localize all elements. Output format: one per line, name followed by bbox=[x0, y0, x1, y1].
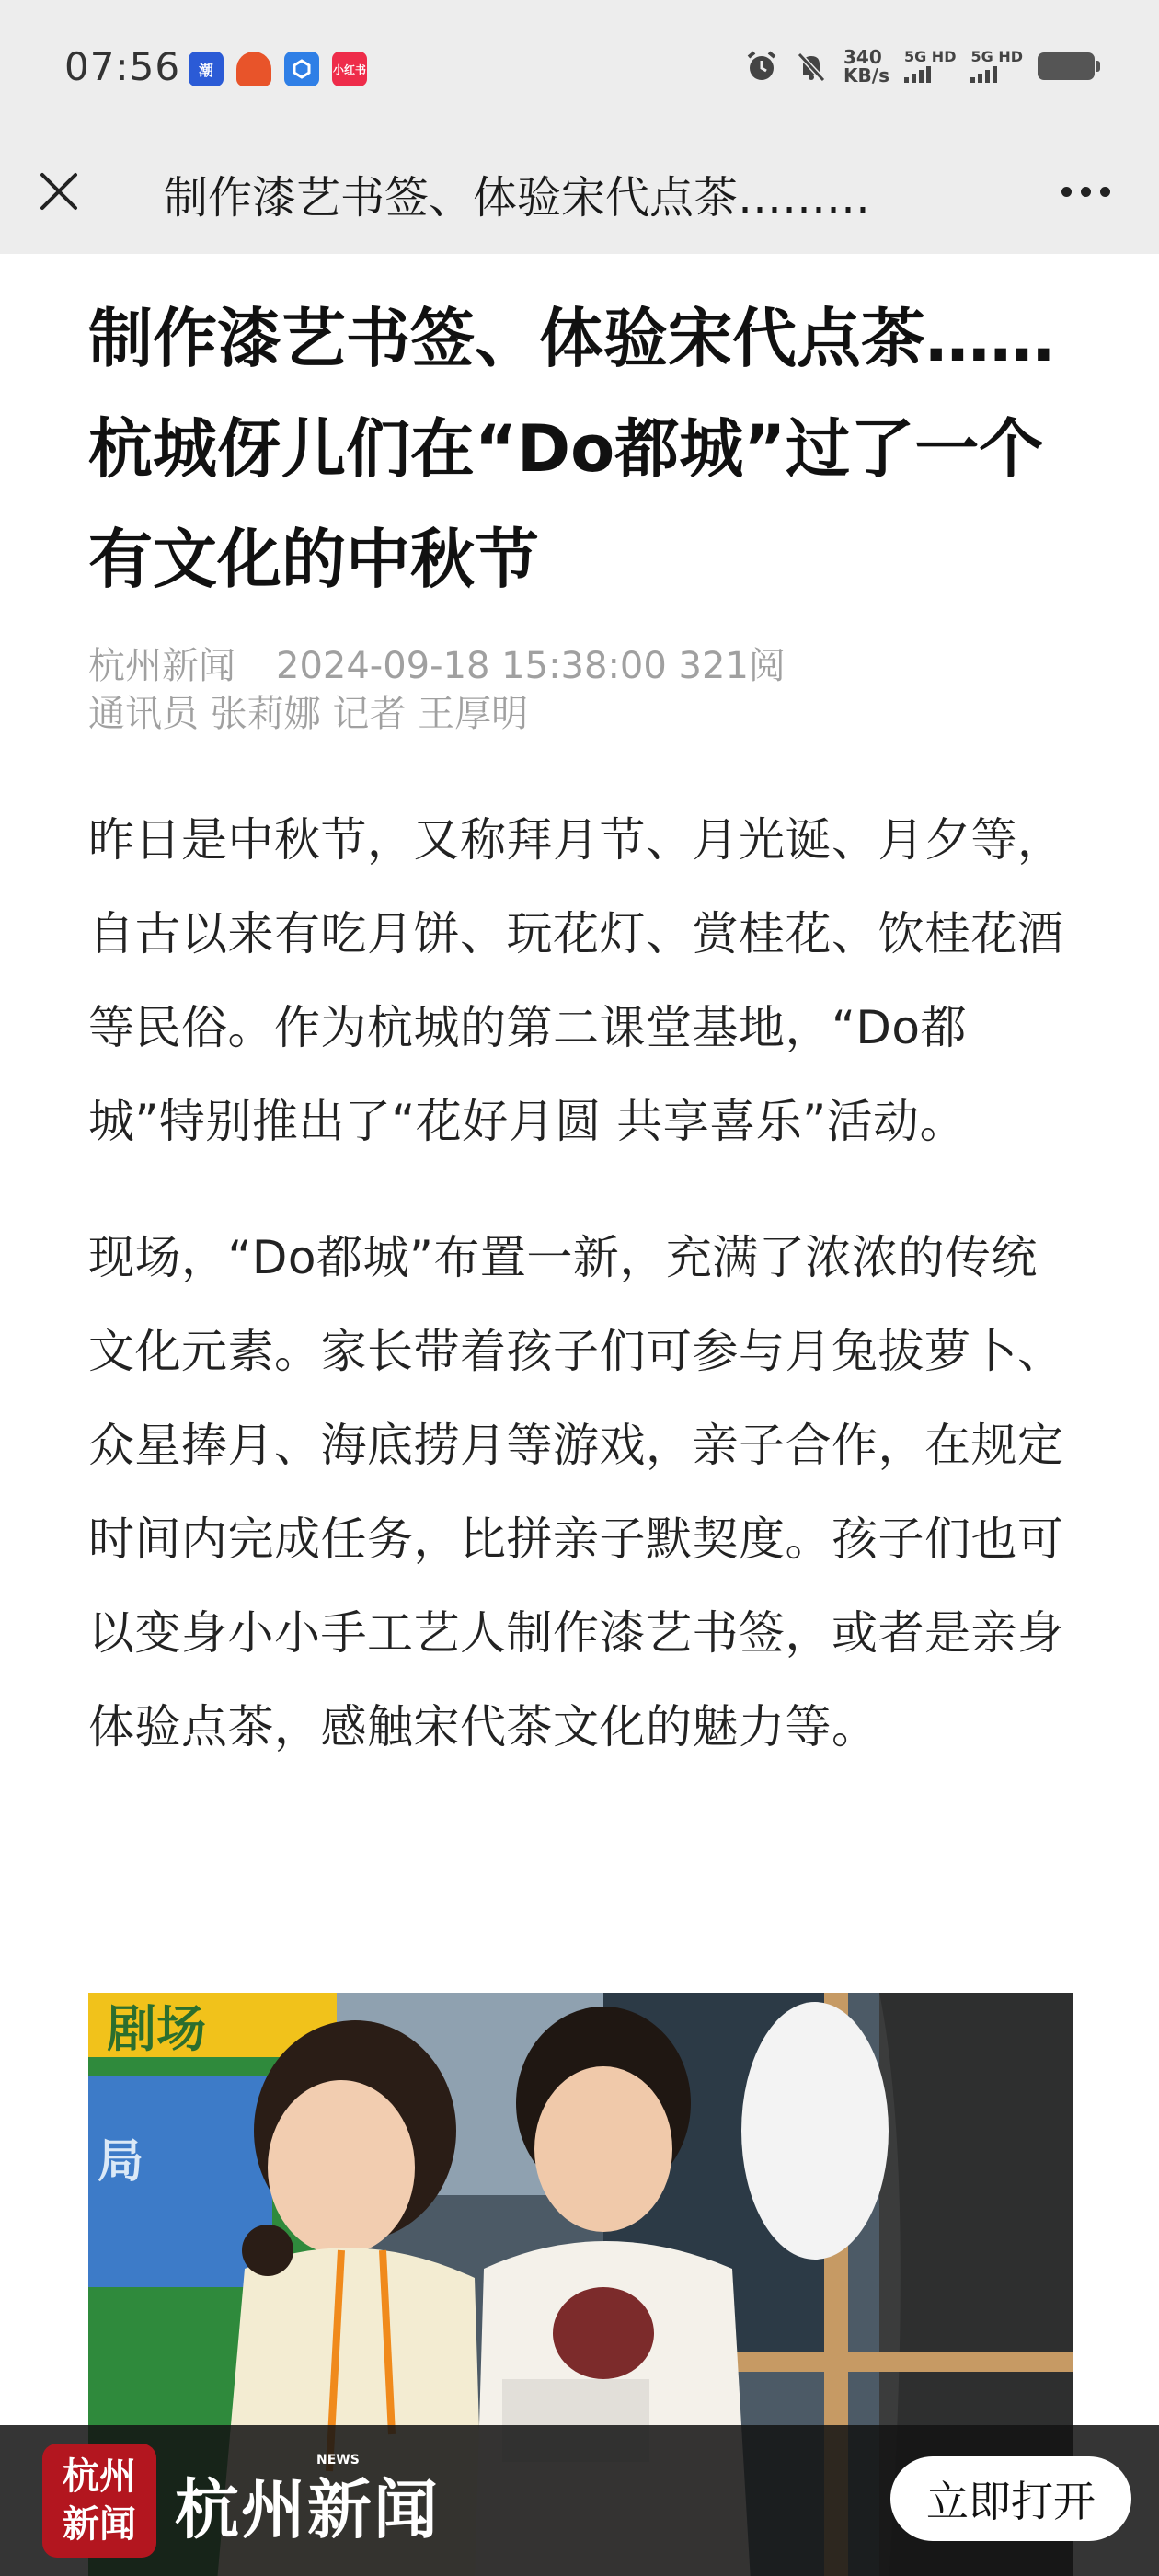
article-paragraph: 昨日是中秋节，又称拜月节、月光诞、月夕等，自古以来有吃月饼、玩花灯、赏桂花、饮桂花酒等民俗。作为杭城的第二课堂基地，“Do都城”特别推出了“花好月圆 共享喜乐”活动。 bbox=[88, 813, 1064, 1148]
sim1-signal bbox=[904, 50, 957, 83]
status-time: 07:56 bbox=[64, 44, 181, 89]
battery-icon bbox=[1038, 52, 1095, 80]
article-source[interactable]: 杭州新闻 bbox=[88, 645, 235, 687]
alarm-icon bbox=[744, 49, 779, 84]
close-icon bbox=[39, 171, 79, 212]
fox-app-icon bbox=[236, 52, 271, 86]
brand-sub: NEWS bbox=[316, 2453, 360, 2467]
close-button[interactable] bbox=[28, 160, 90, 223]
article bbox=[88, 294, 1073, 1774]
article-meta bbox=[88, 642, 1073, 738]
open-app-button[interactable]: 立即打开 bbox=[890, 2456, 1131, 2541]
photo-sign-text: 剧场 bbox=[107, 2000, 206, 2058]
article-headline: 制作漆艺书签、体验宋代点茶……杭城伢儿们在“Do都城”过了一个有文化的中秋节 bbox=[88, 301, 1054, 597]
redbook-app-icon: 小红书 bbox=[332, 52, 367, 86]
logo-text-top: 杭州 bbox=[63, 2455, 136, 2498]
more-options-button[interactable] bbox=[1049, 164, 1122, 219]
system-icons bbox=[744, 48, 1095, 85]
brand-name: 杭州新闻 bbox=[175, 2471, 440, 2547]
article-paragraph: 现场，“Do都城”布置一新，充满了浓浓的传统文化元素。家长带着孩子们可参与月兔拔萝卜、众星捧月、海底捞月等游戏，亲子合作，在规定时间内完成任务，比拼亲子默契度。孩子们也可以变身小小手工艺人制作漆艺书签，或者是亲身体验点茶，感触宋代茶文化的魅力等。 bbox=[88, 1231, 1064, 1754]
mute-icon bbox=[794, 49, 829, 84]
sim2-label: 5G HD bbox=[970, 48, 1023, 65]
signal-icon bbox=[904, 66, 957, 83]
net-speed-unit: KB/s bbox=[843, 64, 889, 86]
app-promo-banner[interactable] bbox=[0, 2425, 1159, 2576]
notification-icons bbox=[189, 52, 367, 86]
dot-icon bbox=[1061, 187, 1072, 197]
title-bar bbox=[0, 138, 1159, 254]
news-app-icon: 潮 bbox=[189, 52, 224, 86]
article-authors: 通讯员 张莉娜 记者 王厚明 bbox=[88, 693, 529, 735]
net-speed bbox=[843, 48, 889, 85]
dot-icon bbox=[1100, 187, 1110, 197]
article-reads: 321阅 bbox=[678, 645, 786, 687]
logo-text-bottom: 新闻 bbox=[63, 2502, 136, 2546]
dot-icon bbox=[1081, 187, 1091, 197]
app-logo bbox=[42, 2444, 156, 2558]
sim2-signal bbox=[970, 50, 1023, 83]
article-datetime: 2024-09-18 15:38:00 bbox=[276, 645, 667, 687]
meta-line-1 bbox=[88, 642, 1073, 690]
signal-icon bbox=[970, 66, 1023, 83]
page-title: 制作漆艺书签、体验宋代点茶……… bbox=[164, 172, 871, 224]
net-speed-value: 340 bbox=[843, 46, 882, 68]
photo-sign-text-2: 局 bbox=[98, 2134, 143, 2188]
status-bar bbox=[0, 0, 1159, 138]
sim1-label: 5G HD bbox=[903, 48, 957, 65]
shield-app-icon bbox=[284, 52, 319, 86]
